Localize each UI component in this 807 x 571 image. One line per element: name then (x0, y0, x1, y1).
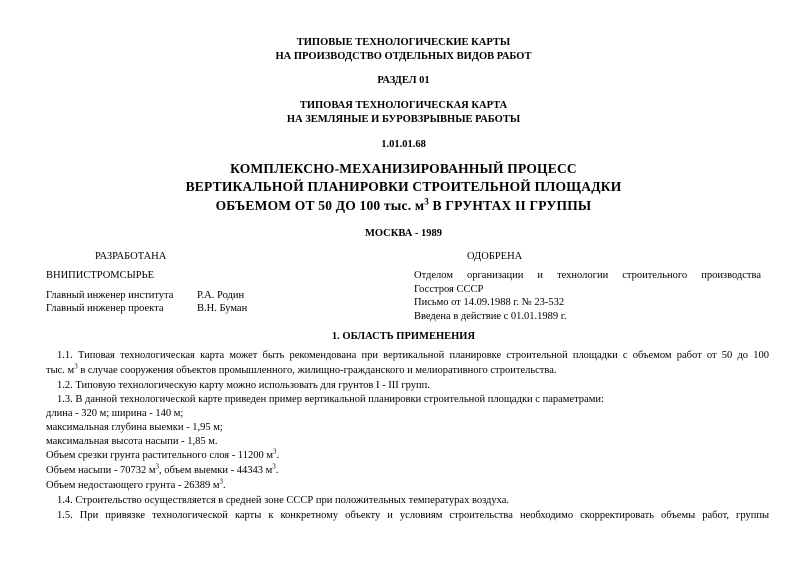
volume-fill-cut: Объем насыпи - 70732 $м^3$, объем выемки - 44343 $м^3$. (46, 462, 279, 476)
paragraph-1-1-line2: тыс. $м^3$ в случае сооружения объектов промышленного, жилищно-гражданского и мелиоративного строительства. (46, 362, 557, 376)
main-title-line3: ОБЪЕМОМ ОТ 50 ДО 100 тыс. $м^3$ В ГРУНТАХ II ГРУППЫ (215, 196, 592, 213)
approved-line2: Госстроя СССР (414, 284, 484, 295)
developer-role-1: Главный инженер института (46, 290, 174, 301)
param-embankment-height: максимальная высота насыпи - 1,85 м. (46, 436, 218, 447)
card-title-line2: НА ЗЕМЛЯНЫЕ И БУРОВЗРЫВНЫЕ РАБОТЫ (286, 114, 521, 125)
developer-role-2: Главный инженер проекта (46, 303, 164, 314)
param-excavation-depth: максимальная глубина выемки - 1,95 м; (46, 422, 223, 433)
card-title-line1: ТИПОВАЯ ТЕХНОЛОГИЧЕСКАЯ КАРТА (299, 100, 508, 111)
main-title-line2: ВЕРТИКАЛЬНОЙ ПЛАНИРОВКИ СТРОИТЕЛЬНОЙ ПЛОЩАДКИ (185, 179, 622, 194)
series-title-line1: ТИПОВЫЕ ТЕХНОЛОГИЧЕСКИЕ КАРТЫ (296, 37, 511, 48)
param-length-width: длина - 320 м; ширина - 140 м; (46, 408, 184, 419)
approved-line1: Отделом организации и технологии строительного производства (414, 270, 761, 281)
main-title-line1: КОМПЛЕКСНО-МЕХАНИЗИРОВАННЫЙ ПРОЦЕСС (230, 161, 577, 176)
document-code: 1.01.01.68 (381, 139, 426, 150)
paragraph-1-2: 1.2. Типовую технологическую карту можно использовать для грунтов I - III групп. (57, 380, 430, 391)
paragraph-1-4: 1.4. Строительство осуществляется в средней зоне СССР при положительных температурах воздуха. (57, 495, 510, 506)
paragraph-1-3: 1.3. В данной технологической карте приведен пример вертикальной планировки строительной площадки с параметрами: (57, 394, 604, 405)
volume-shortfall: Объем недостающего грунта - 26389 $м^3$. (46, 477, 226, 491)
place-year: МОСКВА - 1989 (364, 228, 443, 239)
paragraph-1-1-line1: 1.1. Типовая технологическая карта может быть рекомендована при вертикальной планировке строительной площадки с объемом работ от 50 до 100 (57, 350, 769, 361)
developer-name-1: Р.А. Родин (197, 290, 245, 301)
volume-topsoil: Объем срезки грунта растительного слоя - 11200 $м^3$. (46, 447, 280, 461)
series-title-line2: НА ПРОИЗВОДСТВО ОТДЕЛЬНЫХ ВИДОВ РАБОТ (275, 51, 532, 62)
developed-heading: РАЗРАБОТАНА (95, 251, 167, 262)
section-label: РАЗДЕЛ 01 (377, 75, 430, 86)
paragraph-1-5: 1.5. При привязке технологической карты к конкретному объекту и условиям строительства необходимо скорректировать объемы работ, группы (57, 510, 769, 521)
approved-line3: Письмо от 14.09.1988 г. № 23-532 (414, 297, 565, 308)
developer-name-2: В.Н. Буман (197, 303, 248, 314)
section1-heading: 1. ОБЛАСТЬ ПРИМЕНЕНИЯ (331, 331, 476, 342)
developer-org: ВНИПИСТРОМСЫРЬЕ (46, 270, 155, 281)
approved-heading: ОДОБРЕНА (467, 251, 523, 262)
approved-line4: Введена в действие с 01.01.1989 г. (414, 311, 567, 322)
